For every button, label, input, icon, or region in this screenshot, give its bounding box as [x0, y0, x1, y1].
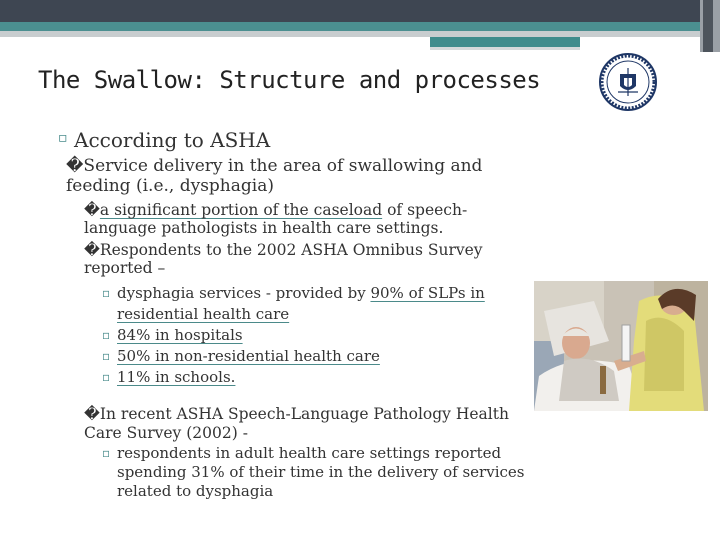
schools-link[interactable]: 11% in schools. [117, 368, 236, 386]
point-a-rest: of speech-language pathologists in health care settings. [84, 201, 468, 237]
item-text: respondents in adult health care settings reported spending 31% of their time in the delivery of services related to dysphagia [117, 444, 525, 500]
bullet-according-to-asha [58, 128, 270, 152]
header-band-dark [0, 0, 700, 22]
survey-results-list [102, 283, 532, 388]
level1-text: According to ASHA [74, 128, 271, 152]
health-care-survey-point: �In recent ASHA Speech-Language Pathology Health Care Survey (2002) - [84, 405, 509, 442]
list-item [102, 367, 532, 388]
service-delivery-text: �Service delivery in the area of swallowing and feeding (i.e., dysphagia) [66, 156, 483, 196]
list-item [102, 283, 532, 325]
header-band-teal [0, 22, 700, 31]
bullet-square-icon: ▫ [102, 328, 111, 342]
header-accent-bar [430, 37, 580, 47]
health-care-survey-list [102, 444, 542, 501]
slide-title: The Swallow: Structure and processes [38, 66, 541, 94]
item-text: dysphagia services - provided by [117, 284, 371, 302]
bullet-square-icon: ▫ [58, 130, 68, 146]
header-band-right-dark [703, 0, 713, 52]
list-item [102, 444, 542, 501]
bullet-square-icon: ▫ [102, 370, 111, 384]
bullet-square-icon: ▫ [102, 446, 111, 460]
point-a-prefix: � [84, 201, 100, 219]
university-seal-icon [598, 52, 658, 112]
hospitals-link[interactable]: 84% in hospitals [117, 326, 243, 344]
residential-link[interactable]: 90% of SLPs in residential health care [117, 284, 485, 323]
bullet-square-icon: ▫ [102, 286, 111, 300]
header-accent-line [430, 47, 580, 50]
caseload-point [84, 201, 524, 237]
patient-feeding-photo [534, 281, 708, 411]
bullet-square-icon: ▫ [102, 349, 111, 363]
list-item [102, 325, 532, 346]
list-item [102, 346, 532, 367]
header-band-grey [0, 31, 700, 37]
caseload-link[interactable]: a significant portion of the caseload [99, 201, 383, 219]
non-residential-link[interactable]: 50% in non-residential health care [117, 347, 380, 365]
omnibus-survey-point: �Respondents to the 2002 ASHA Omnibus Survey reported – [84, 241, 483, 277]
